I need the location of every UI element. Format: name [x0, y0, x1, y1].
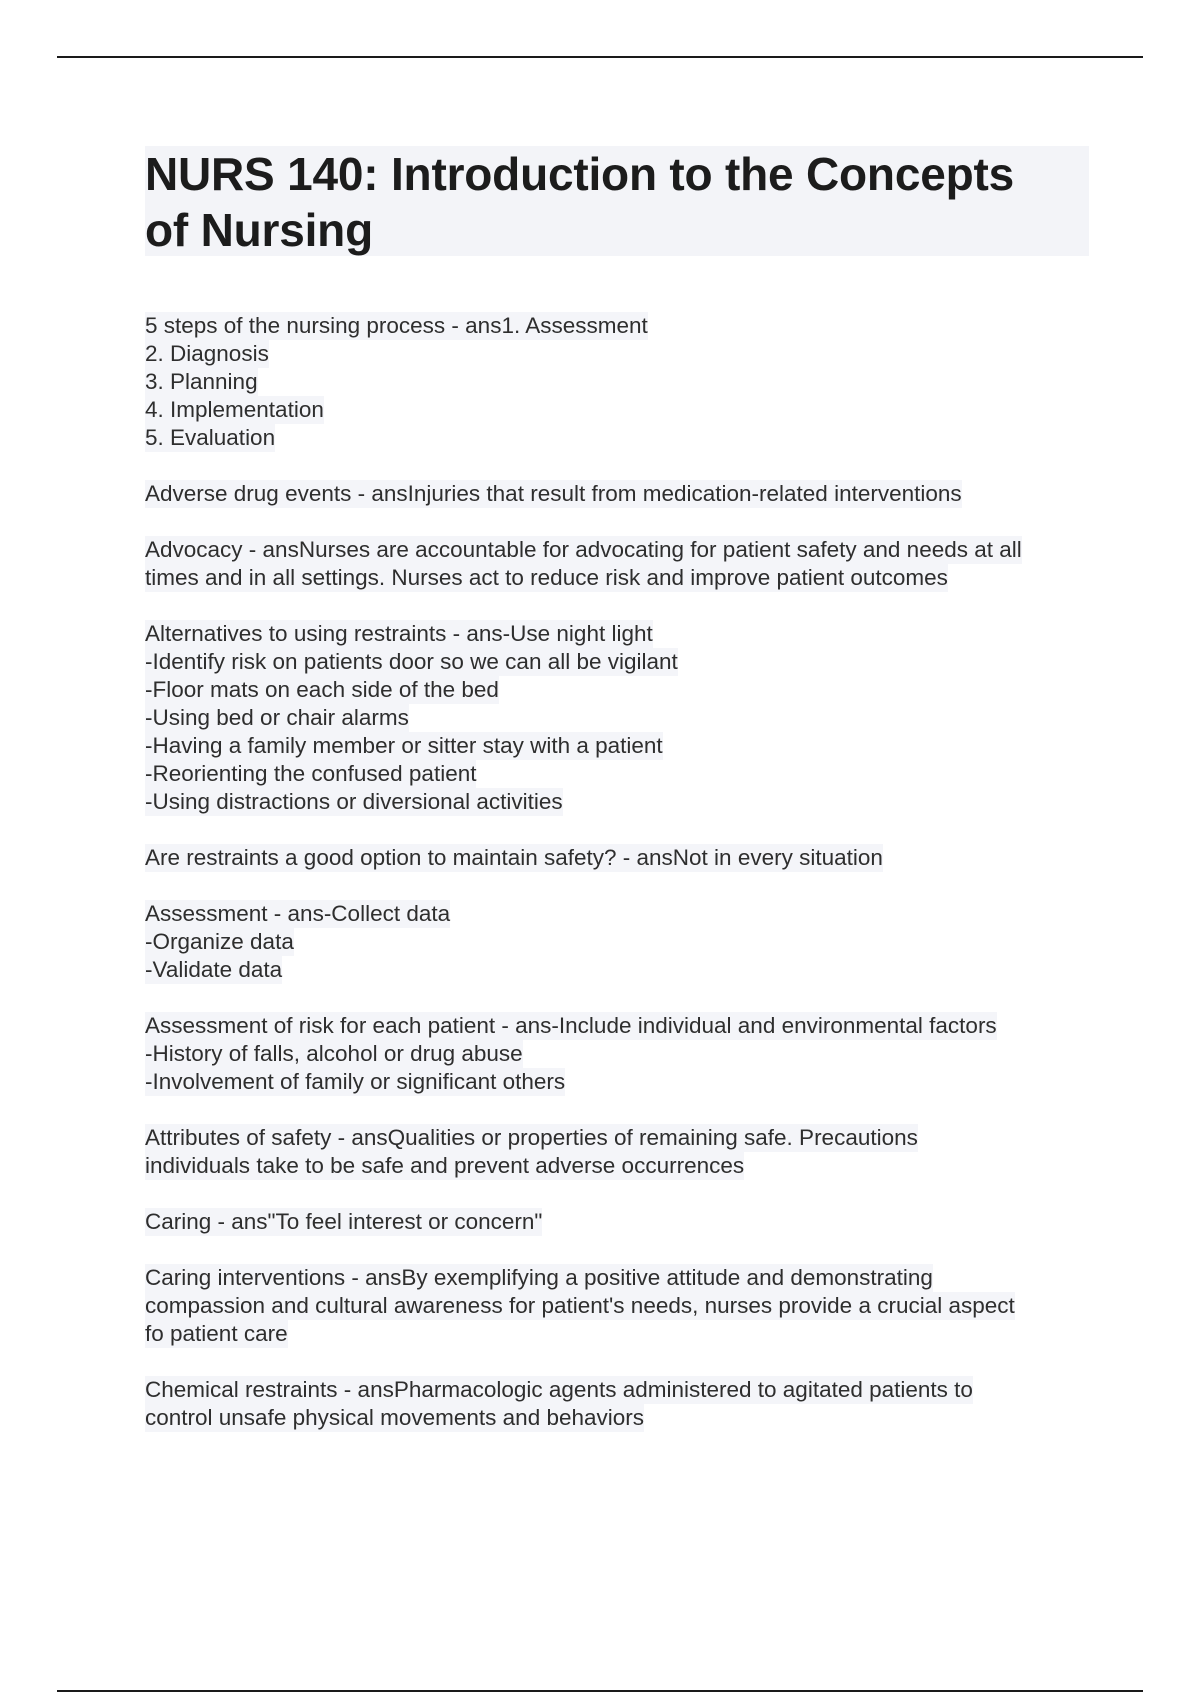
- qa-entry-advocacy: [145, 536, 1095, 592]
- qa-entry-assessment: [145, 900, 1095, 984]
- qa-entry-caring: [145, 1208, 1095, 1236]
- entry-line: -Organize data: [145, 929, 294, 954]
- top-rule: [57, 56, 1143, 58]
- qa-entry-adverse-drug-events: [145, 480, 1095, 508]
- entry-line: times and in all settings. Nurses act to reduce risk and improve patient outcomes: [145, 565, 948, 590]
- qa-entry-safety-attributes: [145, 1124, 1095, 1180]
- entry-line: 2. Diagnosis: [145, 341, 269, 366]
- entry-line: 5. Evaluation: [145, 425, 276, 450]
- page-title: [145, 146, 1089, 258]
- entry-line: Assessment - ans-Collect data: [145, 901, 451, 926]
- entry-line: Assessment of risk for each patient - ans-Include individual and environmental factors: [145, 1013, 997, 1038]
- entry-line: Advocacy - ansNurses are accountable for advocating for patient safety and needs at all: [145, 537, 1022, 562]
- page-title-line-1: NURS 140: Introduction to the Concepts: [145, 148, 1014, 200]
- entry-line: -Identify risk on patients door so we can all be vigilant: [145, 649, 678, 674]
- title-block: [145, 146, 1089, 256]
- entry-line: Adverse drug events - ansInjuries that result from medication-related interventions: [145, 481, 962, 506]
- entry-line: -Floor mats on each side of the bed: [145, 677, 499, 702]
- entry-line: Alternatives to using restraints - ans-Use night light: [145, 621, 653, 646]
- entry-line: -Using distractions or diversional activities: [145, 789, 563, 814]
- entry-line: -Involvement of family or significant others: [145, 1069, 566, 1094]
- entry-line: 5 steps of the nursing process - ans1. Assessment: [145, 313, 648, 338]
- entry-line: Caring - ans"To feel interest or concern": [145, 1209, 543, 1234]
- qa-entry-nursing-process: [145, 312, 1095, 452]
- entry-line: Chemical restraints - ansPharmacologic agents administered to agitated patients to: [145, 1377, 973, 1402]
- entry-line: Are restraints a good option to maintain safety? - ansNot in every situation: [145, 845, 883, 870]
- entry-line: individuals take to be safe and prevent adverse occurrences: [145, 1153, 745, 1178]
- entry-line: -Having a family member or sitter stay with a patient: [145, 733, 663, 758]
- page-title-line-2: of Nursing: [145, 204, 373, 256]
- entry-line: -Validate data: [145, 957, 283, 982]
- entry-line: -Reorienting the confused patient: [145, 761, 477, 786]
- qa-entry-chemical-restraints: [145, 1376, 1095, 1432]
- qa-entry-restraints-option: [145, 844, 1095, 872]
- qa-entry-risk-assessment: [145, 1012, 1095, 1096]
- entry-line: -Using bed or chair alarms: [145, 705, 409, 730]
- qa-entry-caring-interventions: [145, 1264, 1095, 1348]
- qa-entry-restraint-alternatives: [145, 620, 1095, 816]
- bottom-rule: [57, 1690, 1143, 1692]
- entry-line: fo patient care: [145, 1321, 288, 1346]
- entry-line: control unsafe physical movements and behaviors: [145, 1405, 645, 1430]
- entry-line: compassion and cultural awareness for patient's needs, nurses provide a crucial aspect: [145, 1293, 1015, 1318]
- entry-line: 4. Implementation: [145, 397, 324, 422]
- entry-line: Caring interventions - ansBy exemplifying a positive attitude and demonstrating: [145, 1265, 933, 1290]
- entry-line: -History of falls, alcohol or drug abuse: [145, 1041, 523, 1066]
- document-body: [145, 312, 1095, 1460]
- entry-line: 3. Planning: [145, 369, 258, 394]
- entry-line: Attributes of safety - ansQualities or properties of remaining safe. Precautions: [145, 1125, 918, 1150]
